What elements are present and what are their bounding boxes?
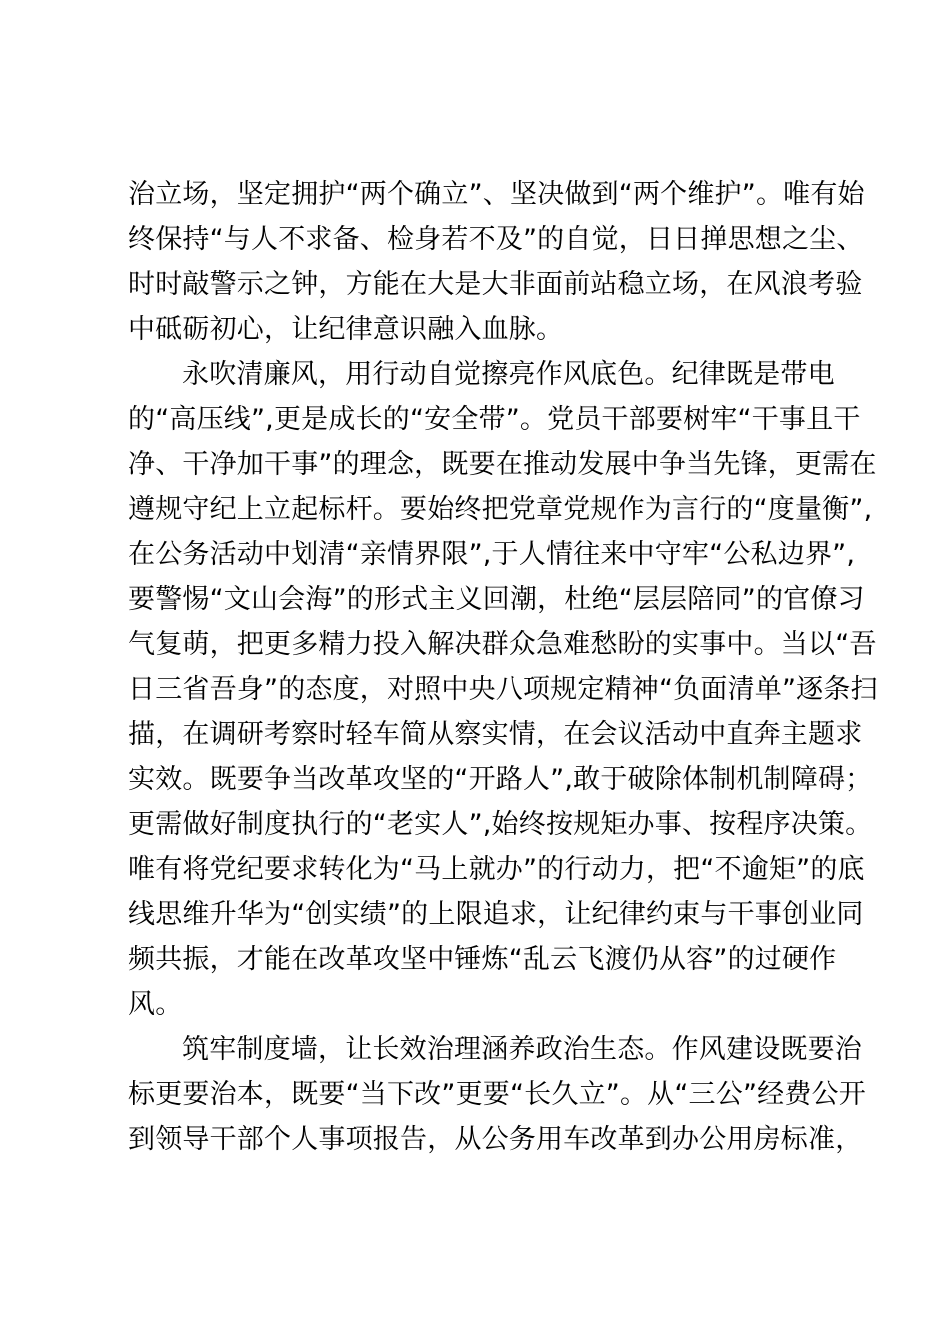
text-line: 在公务活动中划清“亲情界限”,于人情往来中守牢“公私边界”, (128, 539, 856, 570)
text-line: 标更要治本，既要“当下改”更要“长久立”。从“三公”经费公开 (128, 1079, 866, 1110)
text-line: 时时敲警示之钟，方能在大是大非面前站稳立场，在风浪考验 (128, 269, 863, 300)
text-line: 净、干净加干事”的理念，既要在推动发展中争当先锋，更需在 (128, 449, 877, 480)
text-line: 线思维升华为“创实绩”的上限追求，让纪律约束与干事创业同 (128, 899, 864, 930)
text-line: 的“高压线”,更是成长的“安全带”。党员干部要树牢“干事且干 (128, 404, 861, 435)
text-line: 实效。既要争当改革攻坚的“开路人”,敢于破除体制机制障碍； (128, 764, 873, 795)
text-line: 治立场，坚定拥护“两个确立”、坚决做到“两个维护”。唯有始 (128, 179, 865, 210)
body-text (128, 172, 878, 1162)
text-line: 风。 (128, 989, 183, 1020)
text-line: 终保持“与人不求备、检身若不及”的自觉，日日掸思想之尘、 (128, 224, 864, 255)
text-line: 日三省吾身”的态度，对照中央八项规定精神“负面清单”逐条扫 (128, 674, 878, 705)
text-line: 更需做好制度执行的“老实人”,始终按规矩办事、按程序决策。 (128, 809, 873, 840)
paragraph-start-line: 永吹清廉风，用行动自觉擦亮作风底色。纪律既是带电 (182, 359, 835, 390)
text-line: 唯有将党纪要求转化为“马上就办”的行动力，把“不逾矩”的底 (128, 854, 865, 885)
text-line: 遵规守纪上立起标杆。要始终把党章党规作为言行的“度量衡”, (128, 494, 873, 525)
text-line: 要警惕“文山会海”的形式主义回潮，杜绝“层层陪同”的官僚习 (128, 584, 865, 615)
text-line: 描，在调研考察时轻车简从察实情，在会议活动中直奔主题求 (128, 719, 863, 750)
text-line: 中砥砺初心，让纪律意识融入血脉。 (128, 314, 564, 345)
paragraph-start-line: 筑牢制度墙，让长效治理涵养政治生态。作风建设既要治 (182, 1034, 862, 1065)
text-line: 频共振，才能在改革攻坚中锤炼“乱云飞渡仍从容”的过硬作 (128, 944, 837, 975)
text-line: 气复萌，把更多精力投入解决群众急难愁盼的实事中。当以“吾 (128, 629, 877, 660)
text-line: 到领导干部个人事项报告，从公务用车改革到办公用房标准， (128, 1124, 863, 1155)
